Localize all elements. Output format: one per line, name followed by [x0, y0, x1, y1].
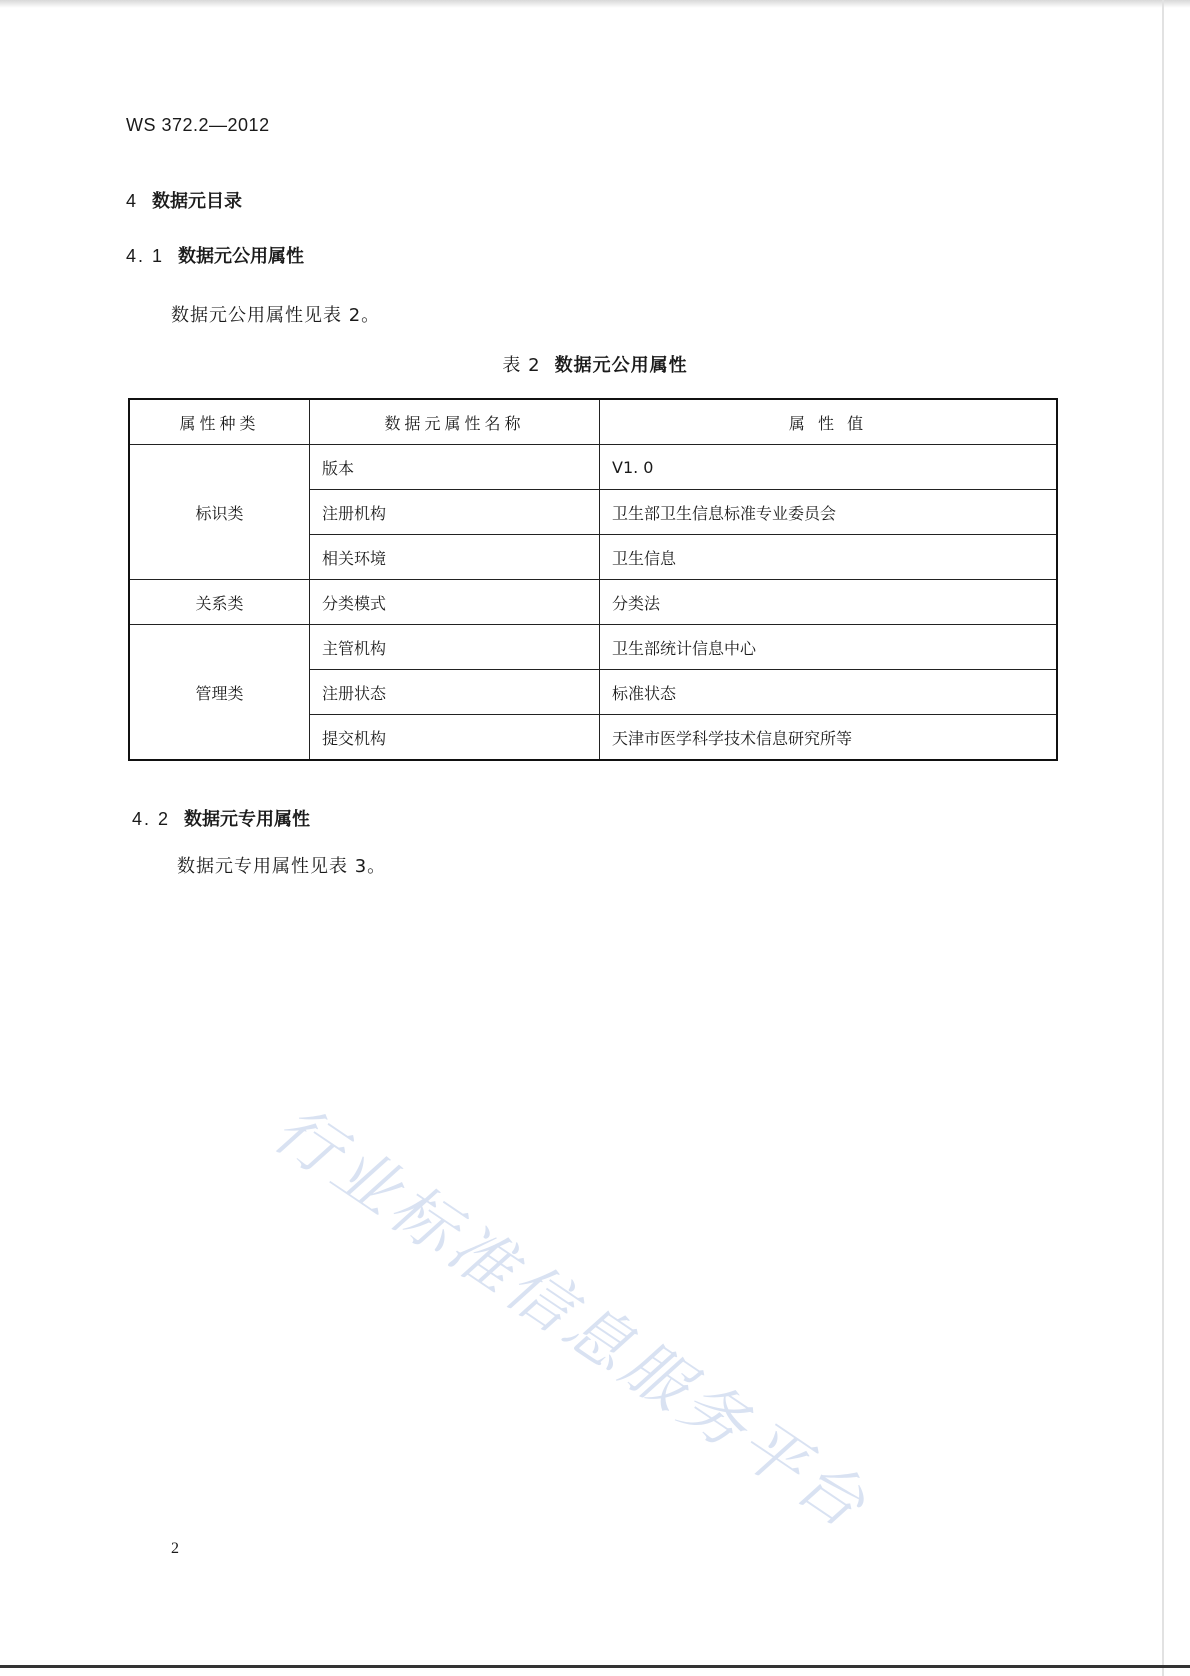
watermark: 行业标准信息服务平台: [260, 1092, 882, 1546]
section-4-2-paragraph: 数据元专用属性见表 3。: [177, 856, 387, 877]
category-cell: 关系类: [129, 580, 310, 625]
attribute-name-cell: 版本: [310, 445, 600, 490]
section-title: 数据元公用属性: [178, 246, 305, 267]
attribute-name-cell: 注册机构: [310, 490, 600, 535]
section-number: 4. 1: [126, 246, 165, 266]
attribute-name-cell: 相关环境: [310, 535, 600, 580]
table-row: [129, 445, 1057, 490]
attribute-value-cell: 天津市医学科学技术信息研究所等: [600, 715, 1058, 761]
page-number: 2: [171, 1540, 179, 1557]
attribute-value-cell: 卫生信息: [600, 535, 1058, 580]
attribute-name-cell: 主管机构: [310, 625, 600, 670]
header-category: 属性种类: [129, 399, 310, 445]
header-attribute-value: 属 性 值: [600, 399, 1058, 445]
standard-code: WS 372.2—2012: [126, 115, 270, 135]
scan-right-edge: [1162, 0, 1164, 1676]
table-row: [129, 625, 1057, 670]
table-caption-title: 数据元公用属性: [554, 355, 688, 376]
section-4-2-heading: [132, 805, 310, 831]
attribute-value-cell: 卫生部卫生信息标准专业委员会: [600, 490, 1058, 535]
category-cell: 管理类: [129, 625, 310, 761]
category-cell: 标识类: [129, 445, 310, 580]
scan-top-edge: [0, 0, 1190, 8]
attribute-name-cell: 提交机构: [310, 715, 600, 761]
section-number: 4: [126, 191, 139, 211]
table-row: [129, 580, 1057, 625]
section-number: 4. 2: [132, 809, 171, 829]
table-caption: [0, 351, 1190, 377]
attribute-value-cell: 标准状态: [600, 670, 1058, 715]
attribute-value-cell: 分类法: [600, 580, 1058, 625]
section-title: 数据元专用属性: [184, 809, 311, 830]
section-4-1-heading: [126, 242, 304, 268]
section-title: 数据元目录: [152, 191, 243, 212]
section-4-heading: [126, 187, 242, 213]
attribute-name-cell: 分类模式: [310, 580, 600, 625]
header-attribute-name: 数据元属性名称: [310, 399, 600, 445]
table-caption-number: 表 2: [502, 355, 541, 376]
table-header-row: [129, 399, 1057, 445]
common-attributes-table: [128, 398, 1058, 761]
scan-bottom-edge: [0, 1665, 1190, 1668]
section-4-1-paragraph: 数据元公用属性见表 2。: [171, 305, 381, 326]
attribute-value-cell: V1. 0: [600, 445, 1058, 490]
attribute-value-cell: 卫生部统计信息中心: [600, 625, 1058, 670]
attribute-name-cell: 注册状态: [310, 670, 600, 715]
